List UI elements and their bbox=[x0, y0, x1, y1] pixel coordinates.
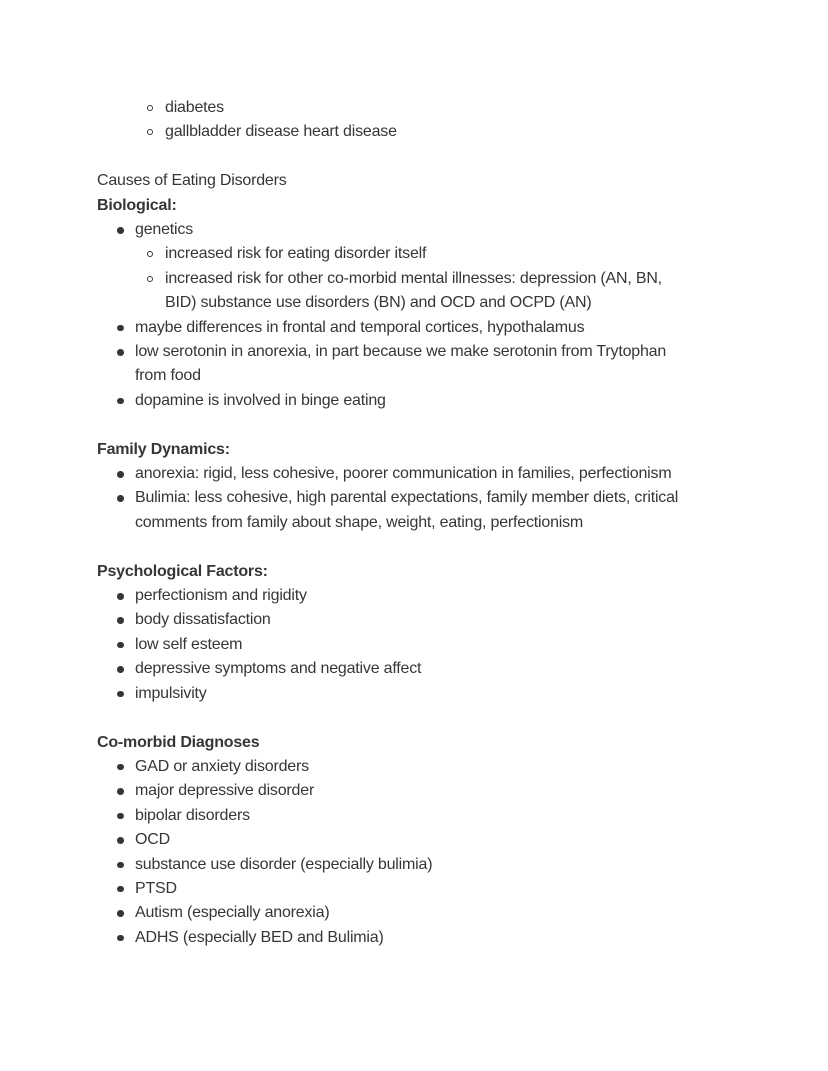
bullet-circle-icon bbox=[147, 105, 153, 111]
bullet-disc-icon bbox=[117, 788, 124, 795]
list-item-text: perfectionism and rigidity bbox=[135, 587, 307, 605]
bullet-disc-icon bbox=[117, 495, 124, 502]
list-item bbox=[97, 584, 687, 608]
list-item-text: major depressive disorder bbox=[135, 782, 315, 800]
list-item bbox=[97, 926, 687, 950]
bullet-disc-icon bbox=[117, 227, 124, 234]
list-item bbox=[97, 877, 687, 901]
bullet-disc-icon bbox=[117, 666, 124, 673]
list-item bbox=[97, 657, 687, 681]
list-item bbox=[97, 755, 687, 779]
list-item-text: low self esteem bbox=[135, 635, 243, 653]
list-item bbox=[97, 828, 687, 852]
list-item-text: anorexia: rigid, less cohesive, poorer communication in families, perfectionism bbox=[135, 465, 672, 483]
bullet-disc-icon bbox=[117, 593, 124, 600]
bullet-disc-icon bbox=[117, 471, 124, 478]
bullet-disc-icon bbox=[117, 862, 124, 869]
list-item bbox=[97, 682, 687, 706]
list-item bbox=[97, 389, 687, 413]
list-item-text: gallbladder disease heart disease bbox=[165, 123, 397, 141]
bullet-disc-icon bbox=[117, 691, 124, 698]
list-item-text: ADHS (especially BED and Bulimia) bbox=[135, 928, 384, 946]
list-item-text: diabetes bbox=[165, 99, 224, 116]
list-item-text: dopamine is involved in binge eating bbox=[135, 391, 386, 409]
list-item bbox=[97, 486, 687, 535]
bullet-disc-icon bbox=[117, 398, 124, 405]
bullet-disc-icon bbox=[117, 325, 124, 332]
list-item-text: increased risk for other co-morbid mental illnesses: depression (AN, BN, BID) substance use disorders (BN) and OCD and OCPD (AN) bbox=[165, 269, 662, 312]
list-item bbox=[97, 633, 687, 657]
bullet-disc-icon bbox=[117, 813, 124, 820]
section-heading-biological: Biological: bbox=[97, 196, 177, 214]
list-item-text: bipolar disorders bbox=[135, 806, 250, 824]
list-item-text: OCD bbox=[135, 831, 170, 849]
list-item-text: body dissatisfaction bbox=[135, 611, 271, 629]
bullet-disc-icon bbox=[117, 886, 124, 893]
list-item-text: depressive symptoms and negative affect bbox=[135, 660, 422, 678]
list-item bbox=[97, 901, 687, 925]
list-item bbox=[97, 340, 687, 389]
section-heading-psychological-factors: Psychological Factors: bbox=[97, 562, 268, 580]
section-heading-comorbid-diagnoses: Co-morbid Diagnoses bbox=[97, 733, 260, 751]
bullet-disc-icon bbox=[117, 617, 124, 624]
bullet-disc-icon bbox=[117, 349, 124, 356]
list-item-text: GAD or anxiety disorders bbox=[135, 757, 309, 775]
causes-title: Causes of Eating Disorders bbox=[97, 172, 287, 190]
bullet-circle-icon bbox=[147, 129, 153, 135]
list-item-text: substance use disorder (especially bulimia) bbox=[135, 855, 433, 873]
bullet-disc-icon bbox=[117, 910, 124, 917]
bullet-disc-icon bbox=[117, 935, 124, 942]
list-item bbox=[97, 242, 687, 266]
list-item bbox=[97, 462, 687, 486]
section-heading-family-dynamics: Family Dynamics: bbox=[97, 440, 230, 458]
list-item bbox=[97, 120, 687, 144]
list-item bbox=[97, 853, 687, 877]
bullet-disc-icon bbox=[117, 837, 124, 844]
list-item-text: impulsivity bbox=[135, 684, 207, 702]
bullet-disc-icon bbox=[117, 764, 124, 771]
bullet-disc-icon bbox=[117, 642, 124, 649]
list-item bbox=[97, 96, 687, 120]
list-item bbox=[97, 608, 687, 632]
list-item bbox=[97, 804, 687, 828]
bullet-circle-icon bbox=[147, 276, 153, 282]
list-item bbox=[97, 218, 687, 242]
list-item-text: maybe differences in frontal and temporal cortices, hypothalamus bbox=[135, 318, 585, 336]
list-item bbox=[97, 267, 687, 316]
list-item-text: genetics bbox=[135, 221, 193, 239]
list-item-text: Bulimia: less cohesive, high parental expectations, family member diets, critical comments from family about shape, weight, eating, perfectionism bbox=[135, 489, 679, 531]
list-item-text: Autism (especially anorexia) bbox=[135, 904, 330, 922]
list-item-text: PTSD bbox=[135, 879, 177, 897]
list-item-text: low serotonin in anorexia, in part because we make serotonin from Trytophan from food bbox=[135, 343, 667, 385]
list-item bbox=[97, 316, 687, 340]
list-item bbox=[97, 779, 687, 803]
bullet-circle-icon bbox=[147, 251, 153, 257]
list-item-text: increased risk for eating disorder itself bbox=[165, 245, 427, 263]
